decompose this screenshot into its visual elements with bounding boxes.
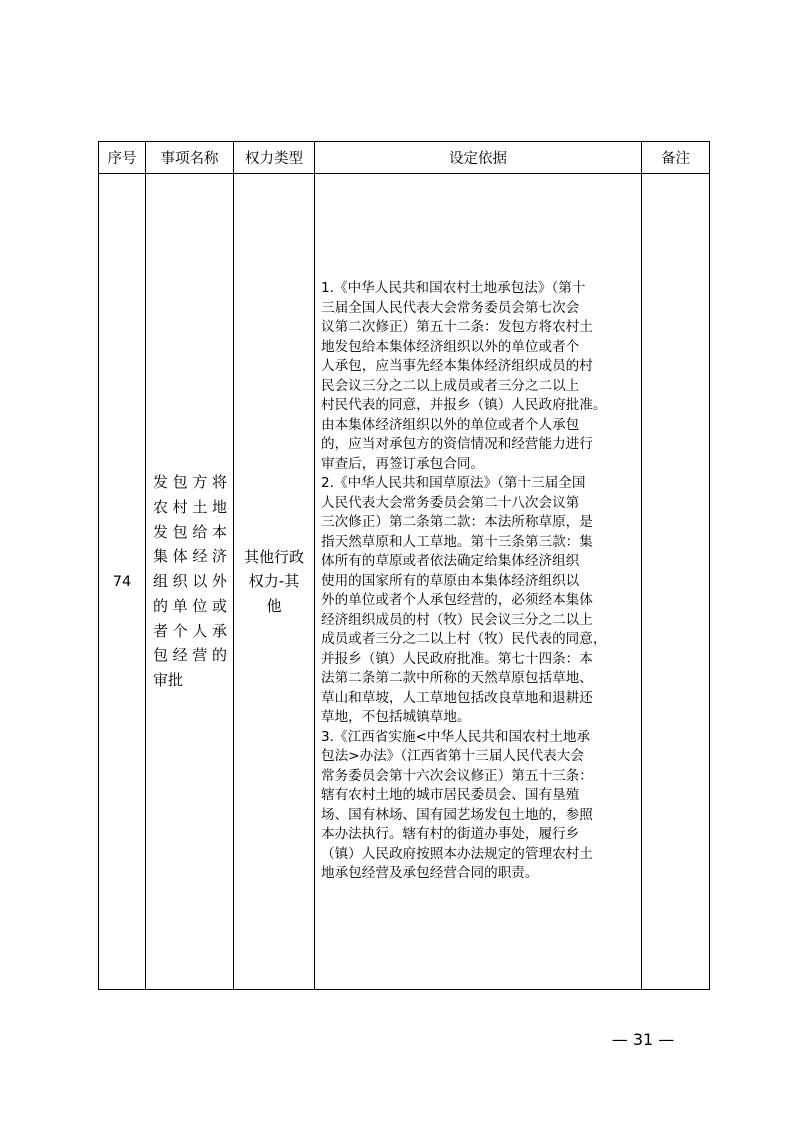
legal-basis-line: 村民代表的同意，并报乡（镇）人民政府批准。: [321, 397, 607, 414]
row-remarks: [642, 174, 710, 990]
legal-basis-line: 由本集体经济组织以外的单位或者个人承包: [321, 416, 580, 433]
legal-basis-line: 3.《江西省实施<中华人民共和国农村土地承: [321, 728, 591, 745]
item-name-line: 组织以外: [153, 572, 227, 591]
legal-basis-line: 草山和草坡，人工草地包括改良草地和退耕还: [321, 689, 593, 706]
row-legal-basis: [315, 174, 642, 990]
legal-basis-line: 的，应当对承包方的资信情况和经营能力进行: [321, 436, 593, 453]
item-name-line: 发包方将: [153, 472, 227, 491]
legal-basis-line: 常务委员会第十六次会议修正）第五十三条：: [321, 767, 593, 784]
legal-basis-line: 三届全国人民代表大会常务委员会第七次会: [321, 299, 580, 316]
legal-basis-line: 议第二次修正）第五十二条：发包方将农村土: [321, 319, 593, 336]
legal-basis-line: 包法>办法》（江西省第十三届人民代表大会: [321, 748, 584, 765]
item-name-line: 的单位或: [153, 596, 227, 615]
table-header-row: [99, 142, 710, 174]
power-type-line: 权力-其: [248, 572, 300, 591]
legal-basis-line: 地承包经营及承包经营合同的职责。: [321, 865, 539, 882]
legal-basis-line: 本办法执行。辖有村的街道办事处，履行乡: [321, 826, 580, 843]
legal-basis-line: 场、国有林场、国有园艺场发包土地的，参照: [321, 806, 593, 823]
item-name-line: 审批: [153, 671, 184, 690]
legal-basis-line: 法第二条第二款中所称的天然草原包括草地、: [321, 670, 593, 687]
legal-basis-line: 经济组织成员的村（牧）民会议三分之二以上: [321, 611, 593, 628]
legal-basis-line: 使用的国家所有的草原由本集体经济组织以: [321, 572, 580, 589]
item-name-line: 发包给本: [153, 522, 227, 541]
item-name-line: 包经营的: [153, 646, 227, 665]
legal-basis-line: 并报乡（镇）人民政府批准。第七十四条：本: [321, 650, 593, 667]
row-power-type: [234, 174, 315, 990]
row-item-name: [146, 174, 234, 990]
header-remarks: 备注: [642, 142, 710, 174]
page-number: — 31 —: [611, 1030, 675, 1049]
legal-basis-line: 地发包给本集体经济组织以外的单位或者个: [321, 338, 580, 355]
legal-basis-line: 人民代表大会常务委员会第二十八次会议第: [321, 494, 580, 511]
item-name-line: 集体经济: [153, 547, 227, 566]
legal-basis-line: 成员或者三分之二以上村（牧）民代表的同意，: [321, 631, 607, 648]
header-power-type: 权力类型: [234, 142, 315, 174]
legal-basis-line: 体所有的草原或者依法确定给集体经济组织: [321, 553, 580, 570]
legal-basis-line: 人承包，应当事先经本集体经济组织成员的村: [321, 358, 593, 375]
legal-basis-line: 草地，不包括城镇草地。: [321, 709, 471, 726]
item-name-line: 农村土地: [153, 497, 227, 516]
legal-basis-line: 2.《中华人民共和国草原法》（第十三届全国: [321, 475, 586, 492]
item-name-line: 者个人承: [153, 621, 227, 640]
legal-basis-line: 指天然草原和人工草地。第十三条第三款：集: [321, 533, 593, 550]
permissions-table: [98, 141, 710, 990]
header-item-name: 事项名称: [146, 142, 234, 174]
legal-basis-line: 民会议三分之二以上成员或者三分之二以上: [321, 377, 580, 394]
legal-basis-line: （镇）人民政府按照本办法规定的管理农村土: [321, 845, 593, 862]
legal-basis-line: 外的单位或者个人承包经营的，必须经本集体: [321, 592, 593, 609]
table-row: [99, 174, 710, 990]
row-seq: 74: [99, 174, 146, 990]
legal-basis-line: 审查后，再签订承包合同。: [321, 455, 485, 472]
legal-basis-line: 三次修正）第二条第二款：本法所称草原，是: [321, 514, 593, 531]
legal-basis-line: 1.《中华人民共和国农村土地承包法》（第十: [321, 280, 586, 297]
power-type-line: 他: [266, 596, 282, 615]
legal-basis-line: 辖有农村土地的城市居民委员会、国有垦殖: [321, 787, 580, 804]
header-legal-basis: 设定依据: [315, 142, 642, 174]
header-seq: 序号: [99, 142, 146, 174]
power-type-line: 其他行政: [243, 547, 304, 566]
